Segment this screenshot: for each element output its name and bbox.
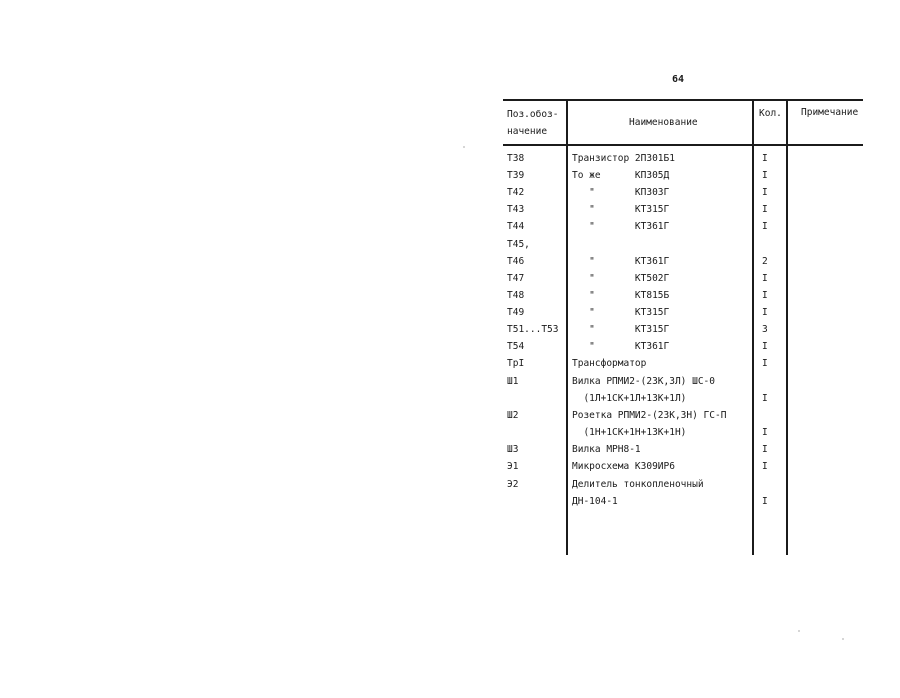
row-quantity: I bbox=[762, 290, 768, 301]
scan-speck bbox=[798, 630, 800, 632]
header-pos-line1: Поз.обоз- bbox=[507, 109, 559, 120]
row-item-name: " КТ361Г bbox=[572, 256, 670, 267]
column-divider-qty bbox=[786, 100, 788, 555]
row-position-designation: Т44 bbox=[507, 221, 525, 232]
row-position-designation: Т45, bbox=[507, 239, 530, 250]
row-quantity: 3 bbox=[762, 324, 768, 335]
row-position-designation: Т49 bbox=[507, 307, 525, 318]
row-item-name: ДН-104-1 bbox=[572, 496, 618, 507]
row-position-designation: Т46 bbox=[507, 256, 525, 267]
page-number: 64 bbox=[672, 74, 685, 85]
row-item-name: Делитель тонкопленочный bbox=[572, 479, 704, 490]
column-divider-name bbox=[752, 100, 754, 555]
header-pos bbox=[507, 106, 558, 140]
row-position-designation: Т39 bbox=[507, 170, 525, 181]
row-item-name: " КП303Г bbox=[572, 187, 670, 198]
row-item-name: " КТ315Г bbox=[572, 324, 670, 335]
row-quantity: I bbox=[762, 358, 768, 369]
header-qty: Кол. bbox=[759, 108, 782, 119]
row-quantity: I bbox=[762, 307, 768, 318]
row-position-designation: Э1 bbox=[507, 461, 519, 472]
header-pos-line2: начение bbox=[507, 126, 548, 137]
column-divider-pos bbox=[566, 100, 568, 555]
row-quantity: I bbox=[762, 496, 768, 507]
row-quantity: I bbox=[762, 204, 768, 215]
row-position-designation: Ш1 bbox=[507, 376, 519, 387]
row-quantity: I bbox=[762, 341, 768, 352]
row-item-name: Транзистор 2П301Б1 bbox=[572, 153, 675, 164]
row-item-name: " КТ815Б bbox=[572, 290, 670, 301]
row-item-name: Вилка МРН8-1 bbox=[572, 444, 641, 455]
row-position-designation: Э2 bbox=[507, 479, 519, 490]
row-quantity: I bbox=[762, 393, 768, 404]
row-quantity: I bbox=[762, 444, 768, 455]
row-quantity: I bbox=[762, 221, 768, 232]
scan-speck bbox=[842, 638, 844, 640]
row-quantity: I bbox=[762, 427, 768, 438]
row-position-designation: Т51...Т53 bbox=[507, 324, 559, 335]
header-name: Наименование bbox=[629, 117, 698, 128]
row-item-name: Розетка РПМИ2-(23К,3Н) ГС-П bbox=[572, 410, 727, 421]
row-quantity: I bbox=[762, 153, 768, 164]
row-quantity: I bbox=[762, 187, 768, 198]
row-quantity: I bbox=[762, 461, 768, 472]
row-position-designation: Т48 bbox=[507, 290, 525, 301]
row-item-name: (1Л+1СК+1Л+13К+1Л) bbox=[572, 393, 687, 404]
row-position-designation: ТрI bbox=[507, 358, 525, 369]
row-item-name: " КТ361Г bbox=[572, 341, 670, 352]
row-position-designation: Ш2 bbox=[507, 410, 519, 421]
row-item-name: Микросхема К309ИР6 bbox=[572, 461, 675, 472]
row-position-designation: Т38 bbox=[507, 153, 525, 164]
row-item-name: " КТ502Г bbox=[572, 273, 670, 284]
table-top-rule bbox=[503, 99, 863, 101]
row-item-name: То же КП305Д bbox=[572, 170, 670, 181]
row-item-name: " КТ361Г bbox=[572, 221, 670, 232]
scan-speck bbox=[463, 146, 465, 148]
row-quantity: 2 bbox=[762, 256, 768, 267]
row-position-designation: Т54 bbox=[507, 341, 525, 352]
header-note: Примечание bbox=[801, 107, 859, 118]
row-position-designation: Т42 bbox=[507, 187, 525, 198]
row-item-name: (1Н+1СК+1Н+13К+1Н) bbox=[572, 427, 687, 438]
row-quantity: I bbox=[762, 273, 768, 284]
header-bottom-rule bbox=[503, 144, 863, 146]
row-item-name: " КТ315Г bbox=[572, 307, 670, 318]
row-item-name: " КТ315Г bbox=[572, 204, 670, 215]
row-position-designation: Т47 bbox=[507, 273, 525, 284]
row-position-designation: Т43 bbox=[507, 204, 525, 215]
row-quantity: I bbox=[762, 170, 768, 181]
row-item-name: Вилка РПМИ2-(23К,3Л) ШС-0 bbox=[572, 376, 715, 387]
row-position-designation: Ш3 bbox=[507, 444, 519, 455]
row-item-name: Трансформатор bbox=[572, 358, 647, 369]
